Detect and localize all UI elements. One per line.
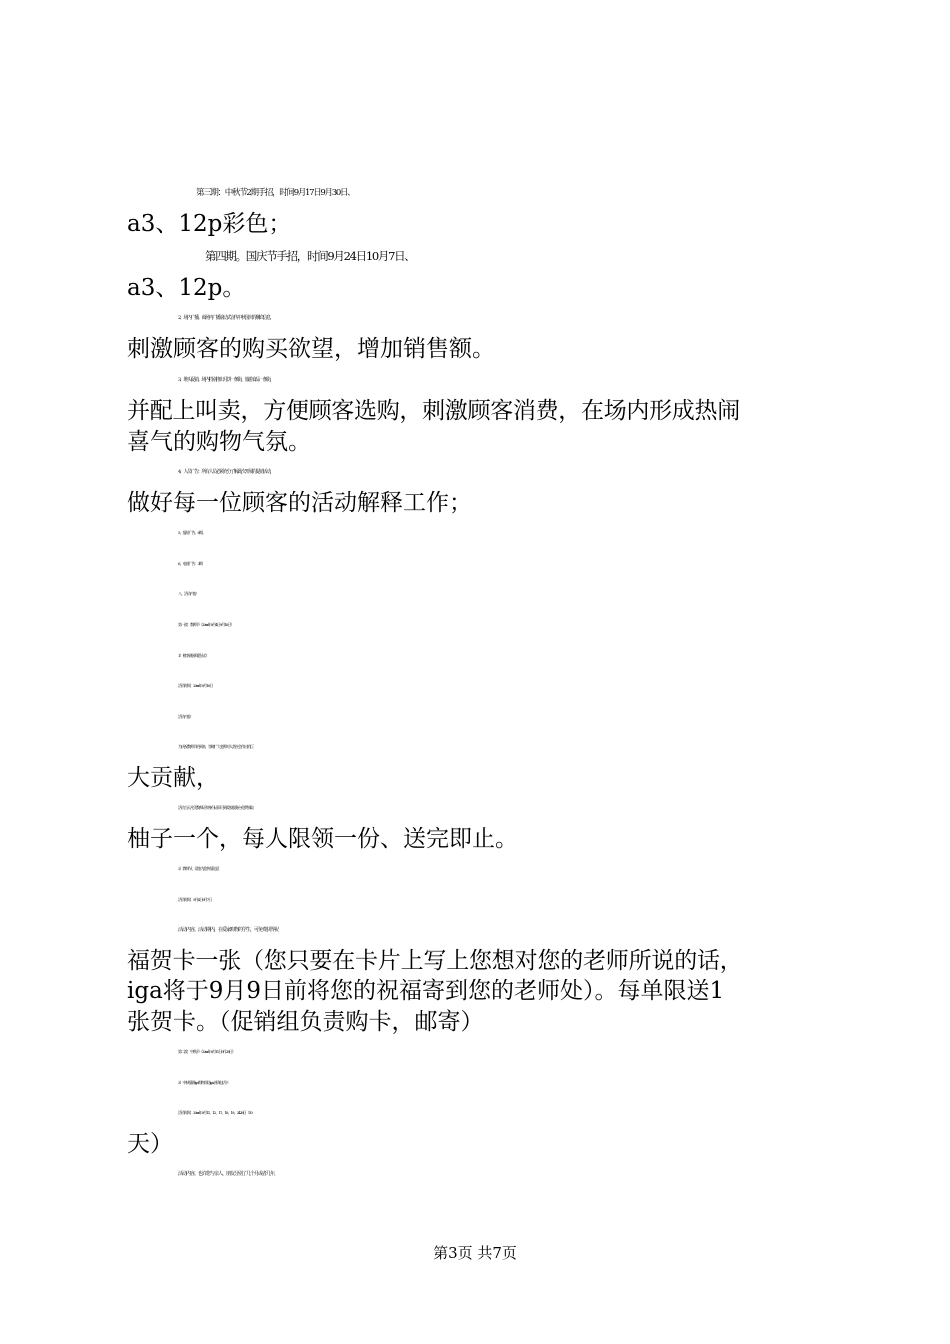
text-line: 2）教师节，爱家为您传情达意 <box>178 866 219 871</box>
text-line: 4、人员广告：所有人员必须充分了解此次开展的促销活动， <box>178 469 274 475</box>
page-footer: 第3页 共7页 <box>433 1244 517 1262</box>
text-line: 活动内容。活动期内，在爱家购物的学生，可免费获得祝 <box>178 927 279 933</box>
text-line: 喜气的购物气氛。 <box>127 429 311 455</box>
text-line: 1）桃李满园师恩永存 <box>178 653 207 658</box>
text-line: 大贡献， <box>127 765 219 791</box>
text-line: 活动时间：20xx年9月11、12、17、18、19、2428日（10 <box>178 1110 252 1115</box>
section-heading: 八、活动内容 <box>178 591 196 596</box>
text-line: 6、电视广告：3期 <box>178 561 203 566</box>
text-line: 活动时间：9月4日9月7日 <box>178 897 212 902</box>
text-line: 第四期。国庆节手招，时间9月24日10月7日、 <box>205 249 415 263</box>
text-line: 天） <box>127 1131 173 1157</box>
text-line: 活动内容： <box>178 714 193 719</box>
text-line: 柚子一个，每人限领一份、送完即止。 <box>127 826 518 852</box>
text-line: 福贺卡一张（您只要在卡片上写上您想对您的老师所说的话， <box>127 948 743 974</box>
text-line: 第一波：教师节（20xx年9月4日9月10日） <box>178 622 234 627</box>
text-line: iga将于9月9日前将您的祝福寄到您的老师处）。每单限送1 <box>127 978 725 1004</box>
text-line: 为庆祝教师节的到来，答谢广大老师对人类社会作出的巨 <box>178 744 253 749</box>
text-line: 3）中秋情满iga购物即送iga亲情电话卡 <box>178 1080 228 1085</box>
text-line: 2、场内广播。商场内广播滚动式宣传中秋国庆的酬宾信息， <box>178 315 274 321</box>
text-line: 做好每一位顾客的活动解释工作； <box>127 490 472 516</box>
text-line: 张贺卡。（促销组负责购卡，邮寄） <box>127 1009 484 1035</box>
text-line: 活动时间：20xx年9月10日 <box>178 683 213 688</box>
text-line: a3、12p。 <box>127 275 246 301</box>
text-line: 活动当天凡凭教师证和身份证即可到爱家服务台免费领取 <box>178 805 253 810</box>
text-line: 第三期：中秋节2期手招，时间9月17日9月30日、 <box>196 188 355 198</box>
text-line: 活动内容。也许您与亲人、朋友分别了几个月或者几年， <box>178 1171 279 1177</box>
text-line: 5、报纸广告。6期。 <box>178 530 206 535</box>
text-line: 3、堆头促销。场内特别推出月饼一条街、旅游食品一条街， <box>178 377 274 383</box>
text-line: 并配上叫卖，方便顾客选购，刺激顾客消费，在场内形成热闹 <box>127 398 740 424</box>
text-line: a3、12p彩色； <box>127 211 292 237</box>
text-line: 第二波：中秋节（20xx年9月11日9月28日） <box>178 1049 235 1054</box>
text-line: 刺激顾客的购买欲望，增加销售额。 <box>127 336 495 362</box>
